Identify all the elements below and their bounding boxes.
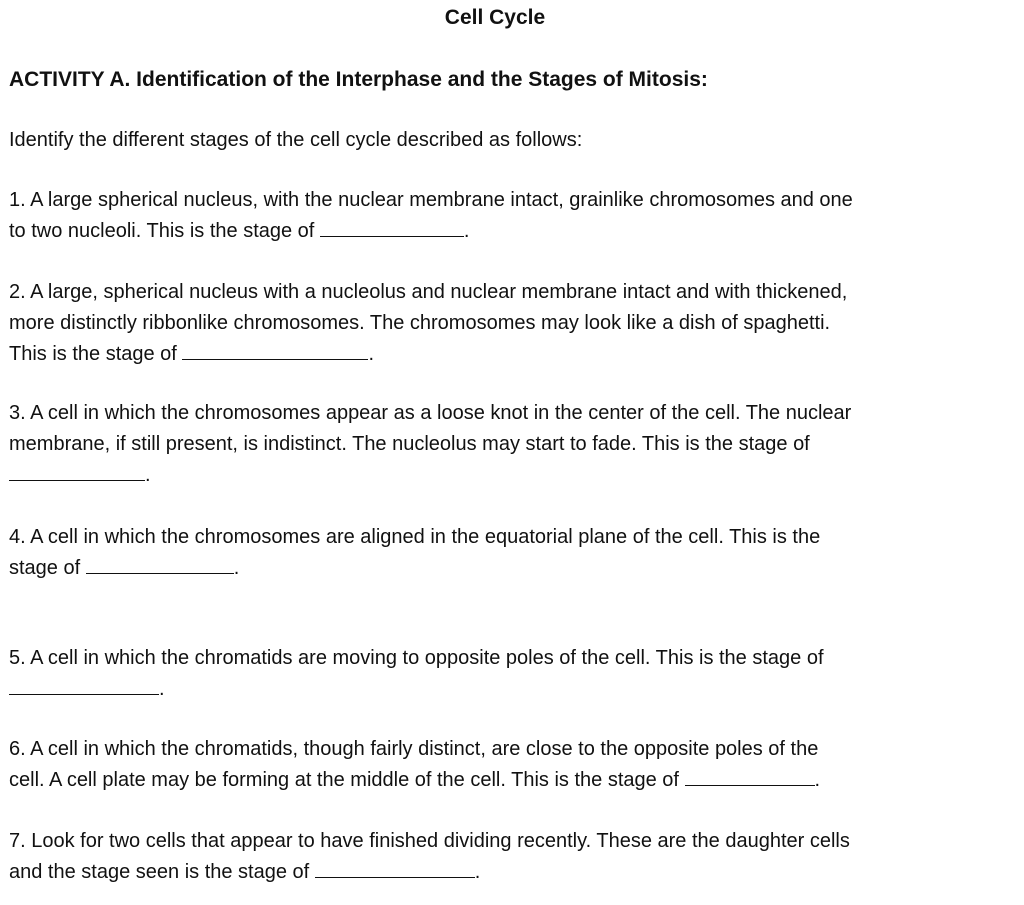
question-text-line (9, 857, 987, 888)
period: . (233, 557, 240, 579)
question-2 (9, 277, 987, 370)
question-4 (9, 522, 987, 584)
question-6 (9, 734, 987, 796)
period: . (368, 343, 374, 365)
activity-heading: ACTIVITY A. Identification of the Interphase and the Stages of Mitosis: (9, 68, 708, 91)
question-text-line (9, 553, 987, 584)
answer-blank[interactable] (9, 674, 159, 695)
answer-blank[interactable] (86, 553, 234, 574)
period: . (145, 464, 151, 486)
question-text-line: 3. A cell in which the chromosomes appear as a loose knot in the center of the cell. The nuclear (9, 402, 852, 424)
period: . (159, 678, 165, 700)
answer-blank[interactable] (320, 216, 464, 237)
question-3 (9, 398, 987, 491)
period: . (474, 861, 481, 883)
answer-blank[interactable] (685, 765, 815, 786)
question-1 (9, 185, 987, 247)
instruction-text: Identify the different stages of the cell cycle described as follows: (9, 129, 583, 151)
question-text-line (9, 674, 987, 705)
question-text-line: more distinctly ribbonlike chromosomes. The chromosomes may look like a dish of spaghetti. (9, 312, 831, 334)
question-text-fragment: This is the stage of (9, 343, 177, 365)
question-text-line (9, 216, 987, 247)
question-5 (9, 643, 987, 705)
answer-blank[interactable] (9, 460, 145, 481)
question-text-fragment: stage of (9, 557, 81, 579)
document-title: Cell Cycle (444, 6, 546, 29)
question-text-line (9, 460, 987, 491)
question-text-line: 1. A large spherical nucleus, with the nuclear membrane intact, grainlike chromosomes and one (9, 189, 853, 211)
question-text-fragment: to two nucleoli. This is the stage of (9, 220, 315, 242)
period: . (463, 220, 470, 242)
answer-blank[interactable] (315, 857, 475, 878)
question-text-fragment: and the stage seen is the stage of (9, 861, 310, 883)
answer-blank[interactable] (182, 339, 368, 360)
question-7 (9, 826, 987, 888)
question-text-line: membrane, if still present, is indistinct. The nucleolus may start to fade. This is the stage of (9, 433, 810, 455)
question-text-line: 4. A cell in which the chromosomes are aligned in the equatorial plane of the cell. This is the (9, 526, 821, 548)
question-text-line: 2. A large, spherical nucleus with a nucleolus and nuclear membrane intact and with thickened, (9, 281, 848, 303)
question-text-line: 6. A cell in which the chromatids, though fairly distinct, are close to the opposite poles of the (9, 738, 819, 760)
period: . (814, 769, 821, 791)
question-text-line (9, 765, 987, 796)
question-text-fragment: cell. A cell plate may be forming at the middle of the cell. This is the stage of (9, 769, 679, 791)
question-text-line: 5. A cell in which the chromatids are moving to opposite poles of the cell. This is the stage of (9, 647, 824, 669)
question-text-line (9, 339, 987, 370)
question-text-line: 7. Look for two cells that appear to have finished dividing recently. These are the daughter cells (9, 830, 850, 852)
